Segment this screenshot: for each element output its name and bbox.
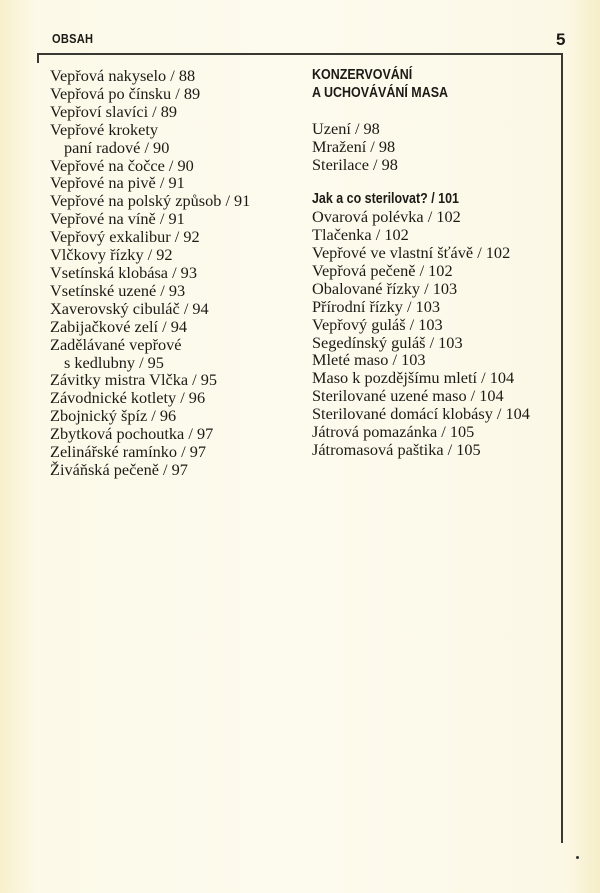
toc-entry: Mleté maso / 103	[312, 350, 426, 370]
toc-entry: Vepřová nakyselo / 88	[50, 66, 196, 85]
toc-entry: Vepřoví slavíci / 89	[50, 101, 178, 121]
toc-entry: Maso k pozdějšímu mletí / 104	[312, 368, 515, 388]
page-header-title: OBSAH	[52, 31, 94, 46]
toc-entry: Sterilované domácí klobásy / 104	[312, 404, 530, 424]
toc-entry: Vepřové na čočce / 90	[50, 155, 194, 175]
toc-entry: Vepřový guláš / 103	[312, 314, 443, 334]
toc-right-column	[312, 67, 530, 459]
toc-entry: Sterilované uzené maso / 104	[312, 386, 504, 406]
toc-entry: Přírodní řízky / 103	[312, 296, 440, 316]
toc-entry: Vepřový exkalibur / 92	[50, 227, 200, 247]
toc-entry: Zabijačkové zelí / 94	[50, 316, 187, 336]
toc-entry: Závitky mistra Vlčka / 95	[50, 370, 218, 390]
scan-speck	[576, 856, 579, 859]
frame-rule-right	[561, 53, 563, 843]
toc-left-column	[50, 67, 250, 479]
toc-entry: Zadělávané vepřové	[50, 334, 182, 354]
section-heading: A UCHOVÁVÁNÍ MASA	[312, 84, 449, 101]
toc-entry: Játrová pomazánka / 105	[312, 422, 475, 442]
frame-rule-top	[37, 53, 562, 55]
toc-entry: Vsetínské uzené / 93	[50, 280, 186, 300]
toc-entry: Segedínský guláš / 103	[312, 332, 463, 352]
section-heading: KONZERVOVÁNÍ	[312, 67, 413, 83]
toc-entry: Tlačenka / 102	[312, 225, 409, 245]
toc-entry: Vlčkovy řízky / 92	[50, 245, 173, 265]
toc-entry: Xaverovský cibuláč / 94	[50, 298, 209, 318]
toc-entry: Zbytková pochoutka / 97	[50, 424, 214, 444]
toc-entry-continuation: s kedlubny / 95	[64, 352, 164, 372]
toc-entry: Zbojnický špíz / 96	[50, 406, 177, 426]
toc-entry-continuation: paní radové / 90	[64, 137, 170, 157]
toc-entry: Vepřové ve vlastní šťávě / 102	[312, 243, 511, 263]
toc-entry: Játromasová paštika / 105	[312, 440, 481, 459]
toc-entry: Vepřové krokety	[50, 119, 159, 139]
toc-entry: Vsetínská klobása / 93	[50, 262, 197, 282]
toc-entry: Mražení / 98	[312, 136, 396, 156]
frame-rule-left	[37, 53, 39, 63]
toc-entry: Zelinářské ramínko / 97	[50, 442, 206, 462]
toc-entry: Živáňská pečeně / 97	[50, 459, 188, 479]
spacer	[312, 102, 530, 120]
subsection-heading: Jak a co sterilovat? / 101	[312, 190, 459, 207]
toc-entry: Obalované řízky / 103	[312, 278, 458, 298]
toc-entry: Vepřová po čínsku / 89	[50, 83, 201, 103]
toc-entry: Vepřové na pivě / 91	[50, 173, 185, 193]
spacer	[312, 174, 530, 191]
toc-entry: Ovarová polévka / 102	[312, 207, 461, 227]
page-number: 5	[556, 30, 566, 49]
toc-entry: Vepřová pečeně / 102	[312, 260, 453, 280]
toc-entry: Vepřové na polský způsob / 91	[50, 191, 251, 211]
toc-entry: Uzení / 98	[312, 119, 380, 138]
toc-entry: Závodnické kotlety / 96	[50, 388, 206, 408]
toc-entry: Sterilace / 98	[312, 154, 398, 174]
toc-entry: Vepřové na víně / 91	[50, 209, 185, 229]
